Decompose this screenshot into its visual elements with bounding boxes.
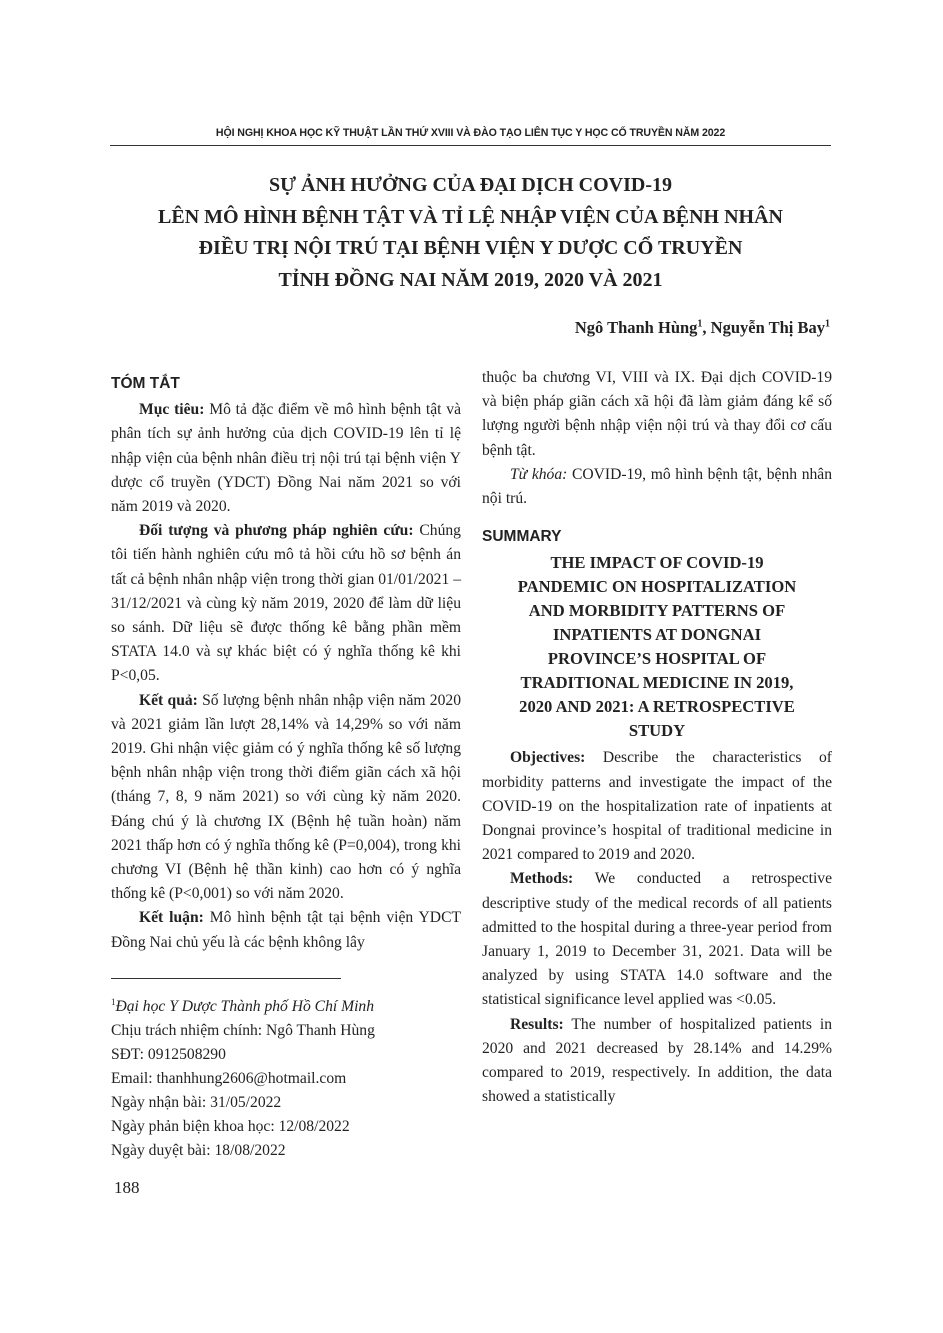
footnote-rule bbox=[111, 978, 341, 979]
footnote-email: Email: thanhhung2606@hotmail.com bbox=[111, 1070, 347, 1088]
footnote-reviewed: Ngày phản biện khoa học: 12/08/2022 bbox=[111, 1118, 350, 1136]
header-rule bbox=[110, 145, 831, 146]
objectives-text: Describe the characteristics of morbidity patterns and investigate the impact of the COVID-19 on the hospitalization rate of inpatients at Dongnai province’s hospital of traditional medicine in 2021 compared to 2019 and 2020. bbox=[482, 749, 832, 864]
title-line: ĐIỀU TRỊ NỘI TRÚ TẠI BỆNH VIỆN Y DƯỢC CỔ TRUYỀN bbox=[198, 237, 743, 259]
results-paragraph bbox=[111, 689, 461, 907]
objectives-paragraph bbox=[482, 746, 832, 867]
footnote-responsible: Chịu trách nhiệm chính: Ngô Thanh Hùng bbox=[111, 1022, 375, 1040]
en-results-text: The number of hospitalized patients in 2020 and 2021 decreased by 28.14% and 14.29% compared to 2019, respectively. In addition, the data showed a statistically bbox=[482, 1015, 832, 1106]
methods-label: Đối tượng và phương pháp nghiên cứu: bbox=[139, 522, 414, 540]
footnote-approved: Ngày duyệt bài: 18/08/2022 bbox=[111, 1142, 286, 1160]
keywords-label: Từ khóa: bbox=[510, 465, 568, 483]
authors bbox=[575, 318, 830, 338]
footnote-received: Ngày nhận bài: 31/05/2022 bbox=[111, 1094, 282, 1112]
methods-paragraph bbox=[111, 519, 461, 688]
english-title-line: TRADITIONAL MEDICINE IN 2019, bbox=[520, 673, 794, 693]
left-column bbox=[111, 366, 461, 955]
keywords-paragraph bbox=[482, 463, 832, 511]
en-results-paragraph bbox=[482, 1013, 832, 1110]
en-abstract-heading: SUMMARY bbox=[482, 528, 562, 546]
title-line: TỈNH ĐỒNG NAI NĂM 2019, 2020 VÀ 2021 bbox=[278, 268, 663, 291]
objectives-label: Objectives: bbox=[510, 749, 586, 767]
article-title bbox=[110, 170, 831, 296]
results-label: Kết quả: bbox=[139, 691, 198, 709]
footnote-affiliation bbox=[111, 990, 461, 1019]
objective-label: Mục tiêu: bbox=[139, 401, 205, 419]
english-title-line: PANDEMIC ON HOSPITALIZATION bbox=[517, 577, 797, 597]
author-name: Ngô Thanh Hùng bbox=[574, 318, 698, 337]
title-line: LÊN MÔ HÌNH BỆNH TẬT VÀ TỈ LỆ NHẬP VIỆN CỦA BỆNH NHÂN bbox=[158, 205, 783, 228]
en-methods-text: We conducted a retrospective descriptive study of the medical records of all patients admitted to the hospital during a three-year period from January 1, 2019 to December 31, 2021. Data will be analyzed by using STATA 14.0 software and the statistical significance level applied was <0.05. bbox=[482, 870, 832, 1009]
author-separator: , bbox=[702, 318, 711, 337]
results-text: Số lượng bệnh nhân nhập viện năm 2020 và 2021 giảm lần lượt 28,14% và 14,29% so với năm 2019. Ghi nhận việc giảm có ý nghĩa thống kê số lượng bệnh nhân nhập viện trong thời điểm giãn cách xã hội (tháng 7, 8, 9 năm 2021) so với cùng kỳ năm 2020. Đáng chú ý là chương IX (Bệnh hệ tuần hoàn) năm 2021 thấp hơn có ý nghĩa thống kê (P=0,004), trong khi chương VI (Bệnh hệ thần kinh) cao hơn có ý nghĩa thống kê (P<0,001) so với năm 2020. bbox=[111, 691, 461, 903]
affiliation-marker: 1 bbox=[111, 997, 116, 1007]
right-column bbox=[482, 366, 832, 1109]
conclusion-label: Kết luận: bbox=[139, 909, 204, 927]
keywords-text: COVID-19, mô hình bệnh tật, bệnh nhân nội trú. bbox=[482, 465, 833, 508]
affiliation-marker: 1 bbox=[697, 318, 703, 330]
page-number: 188 bbox=[114, 1178, 140, 1197]
english-title bbox=[482, 551, 832, 743]
objective-text: Mô tả đặc điểm về mô hình bệnh tật và phân tích sự ảnh hưởng của dịch COVID-19 lên tỉ lệ nhập viện của bệnh nhân điều trị nội trú tại bệnh viện Y dược cổ truyền (YDCT) Đồng Nai năm 2021 so với năm 2019 và 2020. bbox=[111, 401, 462, 516]
footnote-phone: SĐT: 0912508290 bbox=[111, 1046, 226, 1064]
en-methods-label: Methods: bbox=[510, 870, 574, 888]
english-title-line: 2020 AND 2021: A RETROSPECTIVE bbox=[519, 697, 795, 717]
affiliation-marker: 1 bbox=[825, 318, 830, 330]
author-name: Nguyễn Thị Bay bbox=[710, 318, 825, 337]
english-title-line: INPATIENTS AT DONGNAI bbox=[552, 625, 762, 645]
en-results-label: Results: bbox=[510, 1015, 564, 1033]
english-title-line: STUDY bbox=[628, 721, 686, 741]
conclusion-text: Mô hình bệnh tật tại bệnh viện YDCT Đồng Nai chủ yếu là các bệnh không lây bbox=[111, 909, 461, 951]
title-line: SỰ ẢNH HƯỞNG CỦA ĐẠI DỊCH COVID-19 bbox=[269, 174, 672, 196]
conclusion-paragraph bbox=[111, 906, 461, 954]
english-title-line: AND MORBIDITY PATTERNS OF bbox=[528, 601, 786, 621]
methods-text: Chúng tôi tiến hành nghiên cứu mô tả hồi cứu hồ sơ bệnh án tất cả bệnh nhân nhập viện trong thời gian 01/01/2021 – 31/12/2021 và cùng kỳ năm 2019, 2020 để làm dữ liệu so sánh. Dữ liệu sẽ được thống kê bằng phần mềm STATA 14.0 và sự khác biệt có ý nghĩa thống kê khi P<0,05. bbox=[111, 522, 461, 685]
affiliation-text: Đại học Y Dược Thành phố Hồ Chí Minh bbox=[115, 998, 375, 1016]
running-header: HỘI NGHỊ KHOA HỌC KỸ THUẬT LẦN THỨ XVIII VÀ ĐÀO TẠO LIÊN TỤC Y HỌC CỔ TRUYỀN NĂM 2022 bbox=[215, 127, 726, 139]
footnote bbox=[111, 990, 461, 1163]
vn-abstract-heading: TÓM TẮT bbox=[111, 375, 180, 392]
en-methods-paragraph bbox=[482, 867, 832, 1012]
english-title-line: THE IMPACT OF COVID-19 bbox=[550, 553, 764, 573]
english-title-line: PROVINCE’S HOSPITAL OF bbox=[547, 649, 767, 669]
conclusion-continuation: thuộc ba chương VI, VIII và IX. Đại dịch COVID-19 và biện pháp giãn cách xã hội đã làm giảm đáng kể số lượng người bệnh nhập viện nội trú và thay đổi cơ cấu bệnh tật. bbox=[482, 369, 832, 459]
objective-paragraph bbox=[111, 398, 461, 519]
